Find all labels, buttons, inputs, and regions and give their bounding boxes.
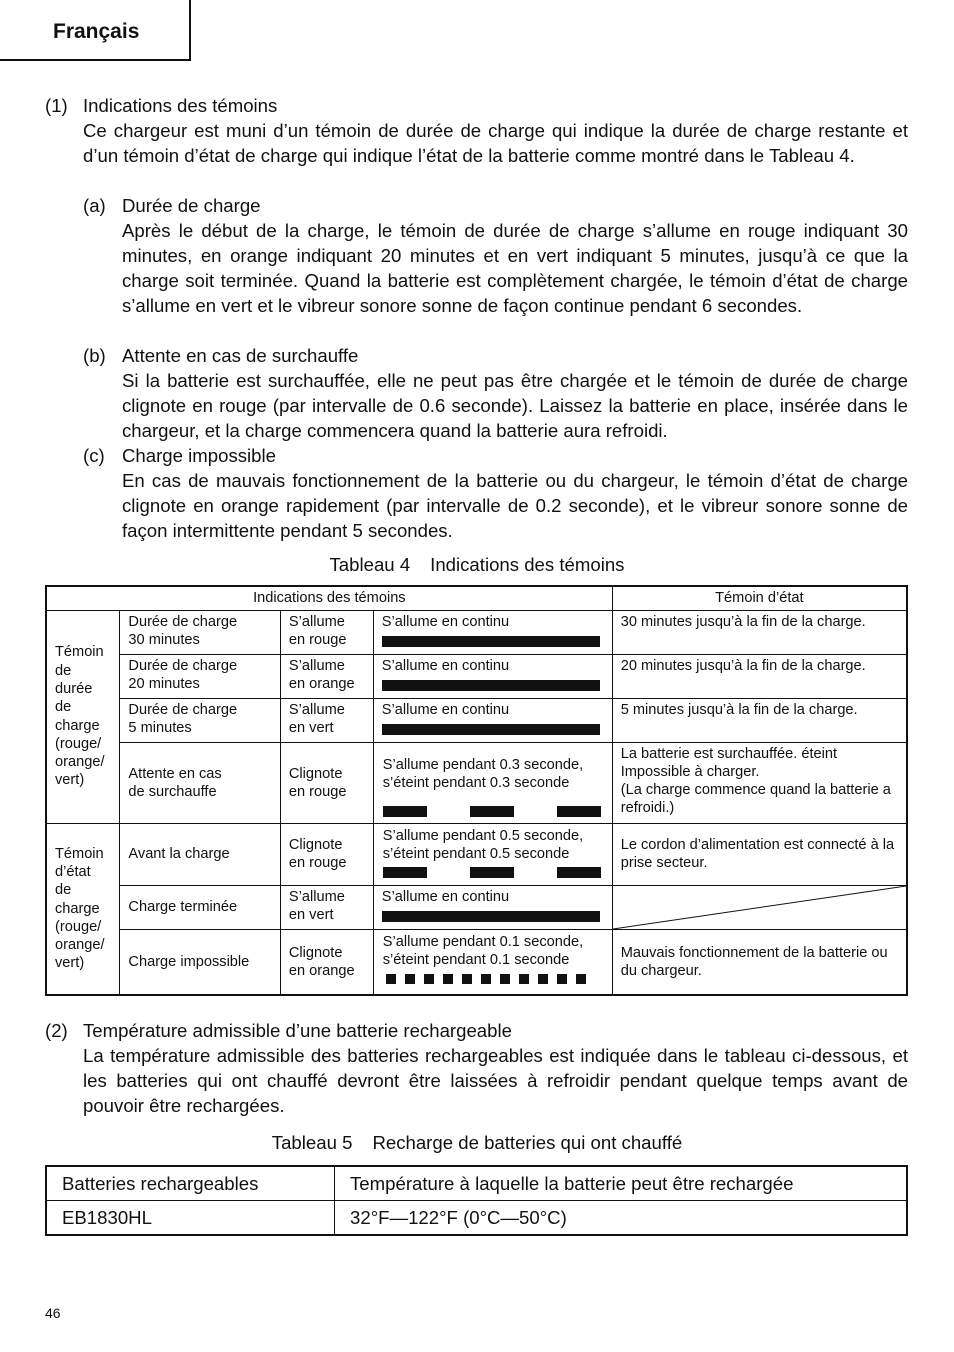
table4-caption — [0, 552, 954, 577]
table-row — [46, 610, 907, 654]
table-row — [46, 885, 907, 929]
header-status: Témoin d’état — [612, 586, 907, 610]
section1-number: (1) — [45, 95, 68, 116]
section1-intro: Ce chargeur est muni d’un témoin de durée de charge qui indique la durée de charge restante et d’un témoin d’état de charge qui indique l’état de la batterie comme montré dans le Tableau 4. — [83, 120, 908, 166]
medium-blink-pattern — [383, 867, 601, 878]
row-pattern — [373, 885, 612, 929]
row-state: S’allume en rouge — [280, 610, 373, 654]
pattern-text: S’allume pendant 0.5 seconde, s’éteint pendant 0.5 seconde — [382, 827, 584, 862]
table-row — [46, 742, 907, 823]
row-pattern — [373, 929, 612, 995]
row-pattern — [373, 742, 612, 823]
steady-light-bar — [382, 911, 600, 922]
row-status: 20 minutes jusqu’à la fin de la charge. — [612, 654, 907, 698]
table5-caption — [0, 1130, 954, 1155]
item-c-number: (c) — [83, 445, 105, 466]
temperature-range: 32°F—122°F (0°C—50°C) — [335, 1201, 907, 1236]
row-state: Clignote en rouge — [280, 742, 373, 823]
pattern-text: S’allume pendant 0.1 seconde, s’éteint pendant 0.1 seconde — [382, 933, 584, 968]
table-header-row — [46, 586, 907, 610]
item-c-title: Charge impossible — [122, 445, 276, 466]
diagonal-line — [613, 886, 906, 929]
row-status: Mauvais fonctionnement de la batterie ou du chargeur. — [612, 929, 907, 995]
table4-caption-number: Tableau 4 — [329, 554, 411, 575]
pattern-text: S’allume en continu — [381, 888, 510, 905]
table5-caption-title: Recharge de batteries qui ont chauffé — [372, 1132, 683, 1153]
row-state: S’allume en vert — [280, 885, 373, 929]
section2-number: (2) — [45, 1020, 68, 1041]
row-state: Clignote en rouge — [280, 823, 373, 885]
col-header-temperature: Température à laquelle la batterie peut être rechargée — [335, 1166, 907, 1201]
row-status: Le cordon d’alimentation est connecté à la prise secteur. — [612, 823, 907, 885]
battery-model: EB1830HL — [46, 1201, 335, 1236]
section1-title: Indications des témoins — [83, 95, 278, 116]
section2-title: Température admissible d’une batterie rechargeable — [83, 1020, 512, 1041]
row-pattern — [373, 654, 612, 698]
row-status: La batterie est surchauffée. éteint Impossible à charger. (La charge commence quand la batterie a refroidi.) — [612, 742, 907, 823]
row-pattern — [373, 823, 612, 885]
item-b-text: Si la batterie est surchauffée, elle ne peut pas être chargée et le témoin de durée de charge clignote en rouge (par intervalle de 0.6 seconde). Laissez la batterie en place, insérée dans le chargeur, et la charge commencera quand la batterie aura refroidi. — [122, 370, 908, 441]
language-label: Français — [53, 20, 140, 43]
row-pattern — [373, 610, 612, 654]
row-name: Durée de charge 5 minutes — [120, 698, 280, 742]
row-status: 5 minutes jusqu’à la fin de la charge. — [612, 698, 907, 742]
row-name: Charge impossible — [120, 929, 280, 995]
col-header-batteries: Batteries rechargeables — [46, 1166, 335, 1201]
item-a-text: Après le début de la charge, le témoin de durée de charge s’allume en rouge indiquant 30 minutes, en orange indiquant 20 minutes et en vert indiquant 5 minutes, jusqu’à ce que la charge soit terminée. Quand la batterie est complètement chargée, le témoin d’état de charge s’allume en vert et le vibreur sonore sonne de façon continue pendant 6 secondes. — [122, 220, 908, 316]
row-name: Durée de charge 20 minutes — [120, 654, 280, 698]
empty-status-cell — [612, 885, 907, 929]
row-state: S’allume en vert — [280, 698, 373, 742]
item-a-title: Durée de charge — [122, 195, 261, 216]
group-label-charge-state: Témoin d’état de charge (rouge/ orange/ vert) — [46, 823, 120, 995]
language-tab — [0, 0, 191, 61]
item-c-text: En cas de mauvais fonctionnement de la batterie ou du chargeur, le témoin d’état de charge clignote en orange rapidement (par intervalle de 0.2 seconde), et le vibreur sonore sonne de façon intermittente pendant 5 secondes. — [122, 470, 908, 541]
indicator-table — [45, 585, 908, 996]
table-row — [46, 1201, 907, 1236]
pattern-text: S’allume pendant 0.3 seconde, s’éteint pendant 0.3 seconde — [382, 756, 584, 791]
table-row — [46, 698, 907, 742]
pattern-text: S’allume en continu — [381, 657, 510, 674]
row-state: S’allume en orange — [280, 654, 373, 698]
steady-light-bar — [382, 724, 600, 735]
steady-light-bar — [382, 636, 600, 647]
row-state: Clignote en orange — [280, 929, 373, 995]
item-b-title: Attente en cas de surchauffe — [122, 345, 359, 366]
row-name: Durée de charge 30 minutes — [120, 610, 280, 654]
row-name: Avant la charge — [120, 823, 280, 885]
row-pattern — [373, 698, 612, 742]
item-b-number: (b) — [83, 345, 106, 366]
table4-caption-title: Indications des témoins — [430, 554, 625, 575]
temperature-table — [45, 1165, 908, 1236]
table-row — [46, 654, 907, 698]
row-status: 30 minutes jusqu’à la fin de la charge. — [612, 610, 907, 654]
page-number: 46 — [45, 1305, 61, 1321]
table5-caption-number: Tableau 5 — [271, 1132, 353, 1153]
group-label-charge-time: Témoin de durée de charge (rouge/ orange/ vert) — [46, 610, 120, 823]
pattern-text: S’allume en continu — [381, 613, 510, 630]
section2-text: La température admissible des batteries rechargeables est indiquée dans le tableau ci-dessous, et les batteries qui ont chauffé devront être laissées à refroidir pendant quelque temps avant de pouvoir être rechargées. — [83, 1045, 908, 1116]
item-a-number: (a) — [83, 195, 106, 216]
pattern-text: S’allume en continu — [381, 701, 510, 718]
table-header-row — [46, 1166, 907, 1201]
row-name: Charge terminée — [120, 885, 280, 929]
table-row — [46, 823, 907, 885]
table-row — [46, 929, 907, 995]
slow-blink-pattern — [383, 806, 601, 817]
row-name: Attente en cas de surchauffe — [120, 742, 280, 823]
fast-blink-pattern — [383, 974, 601, 985]
header-indications: Indications des témoins — [46, 586, 612, 610]
steady-light-bar — [382, 680, 600, 691]
